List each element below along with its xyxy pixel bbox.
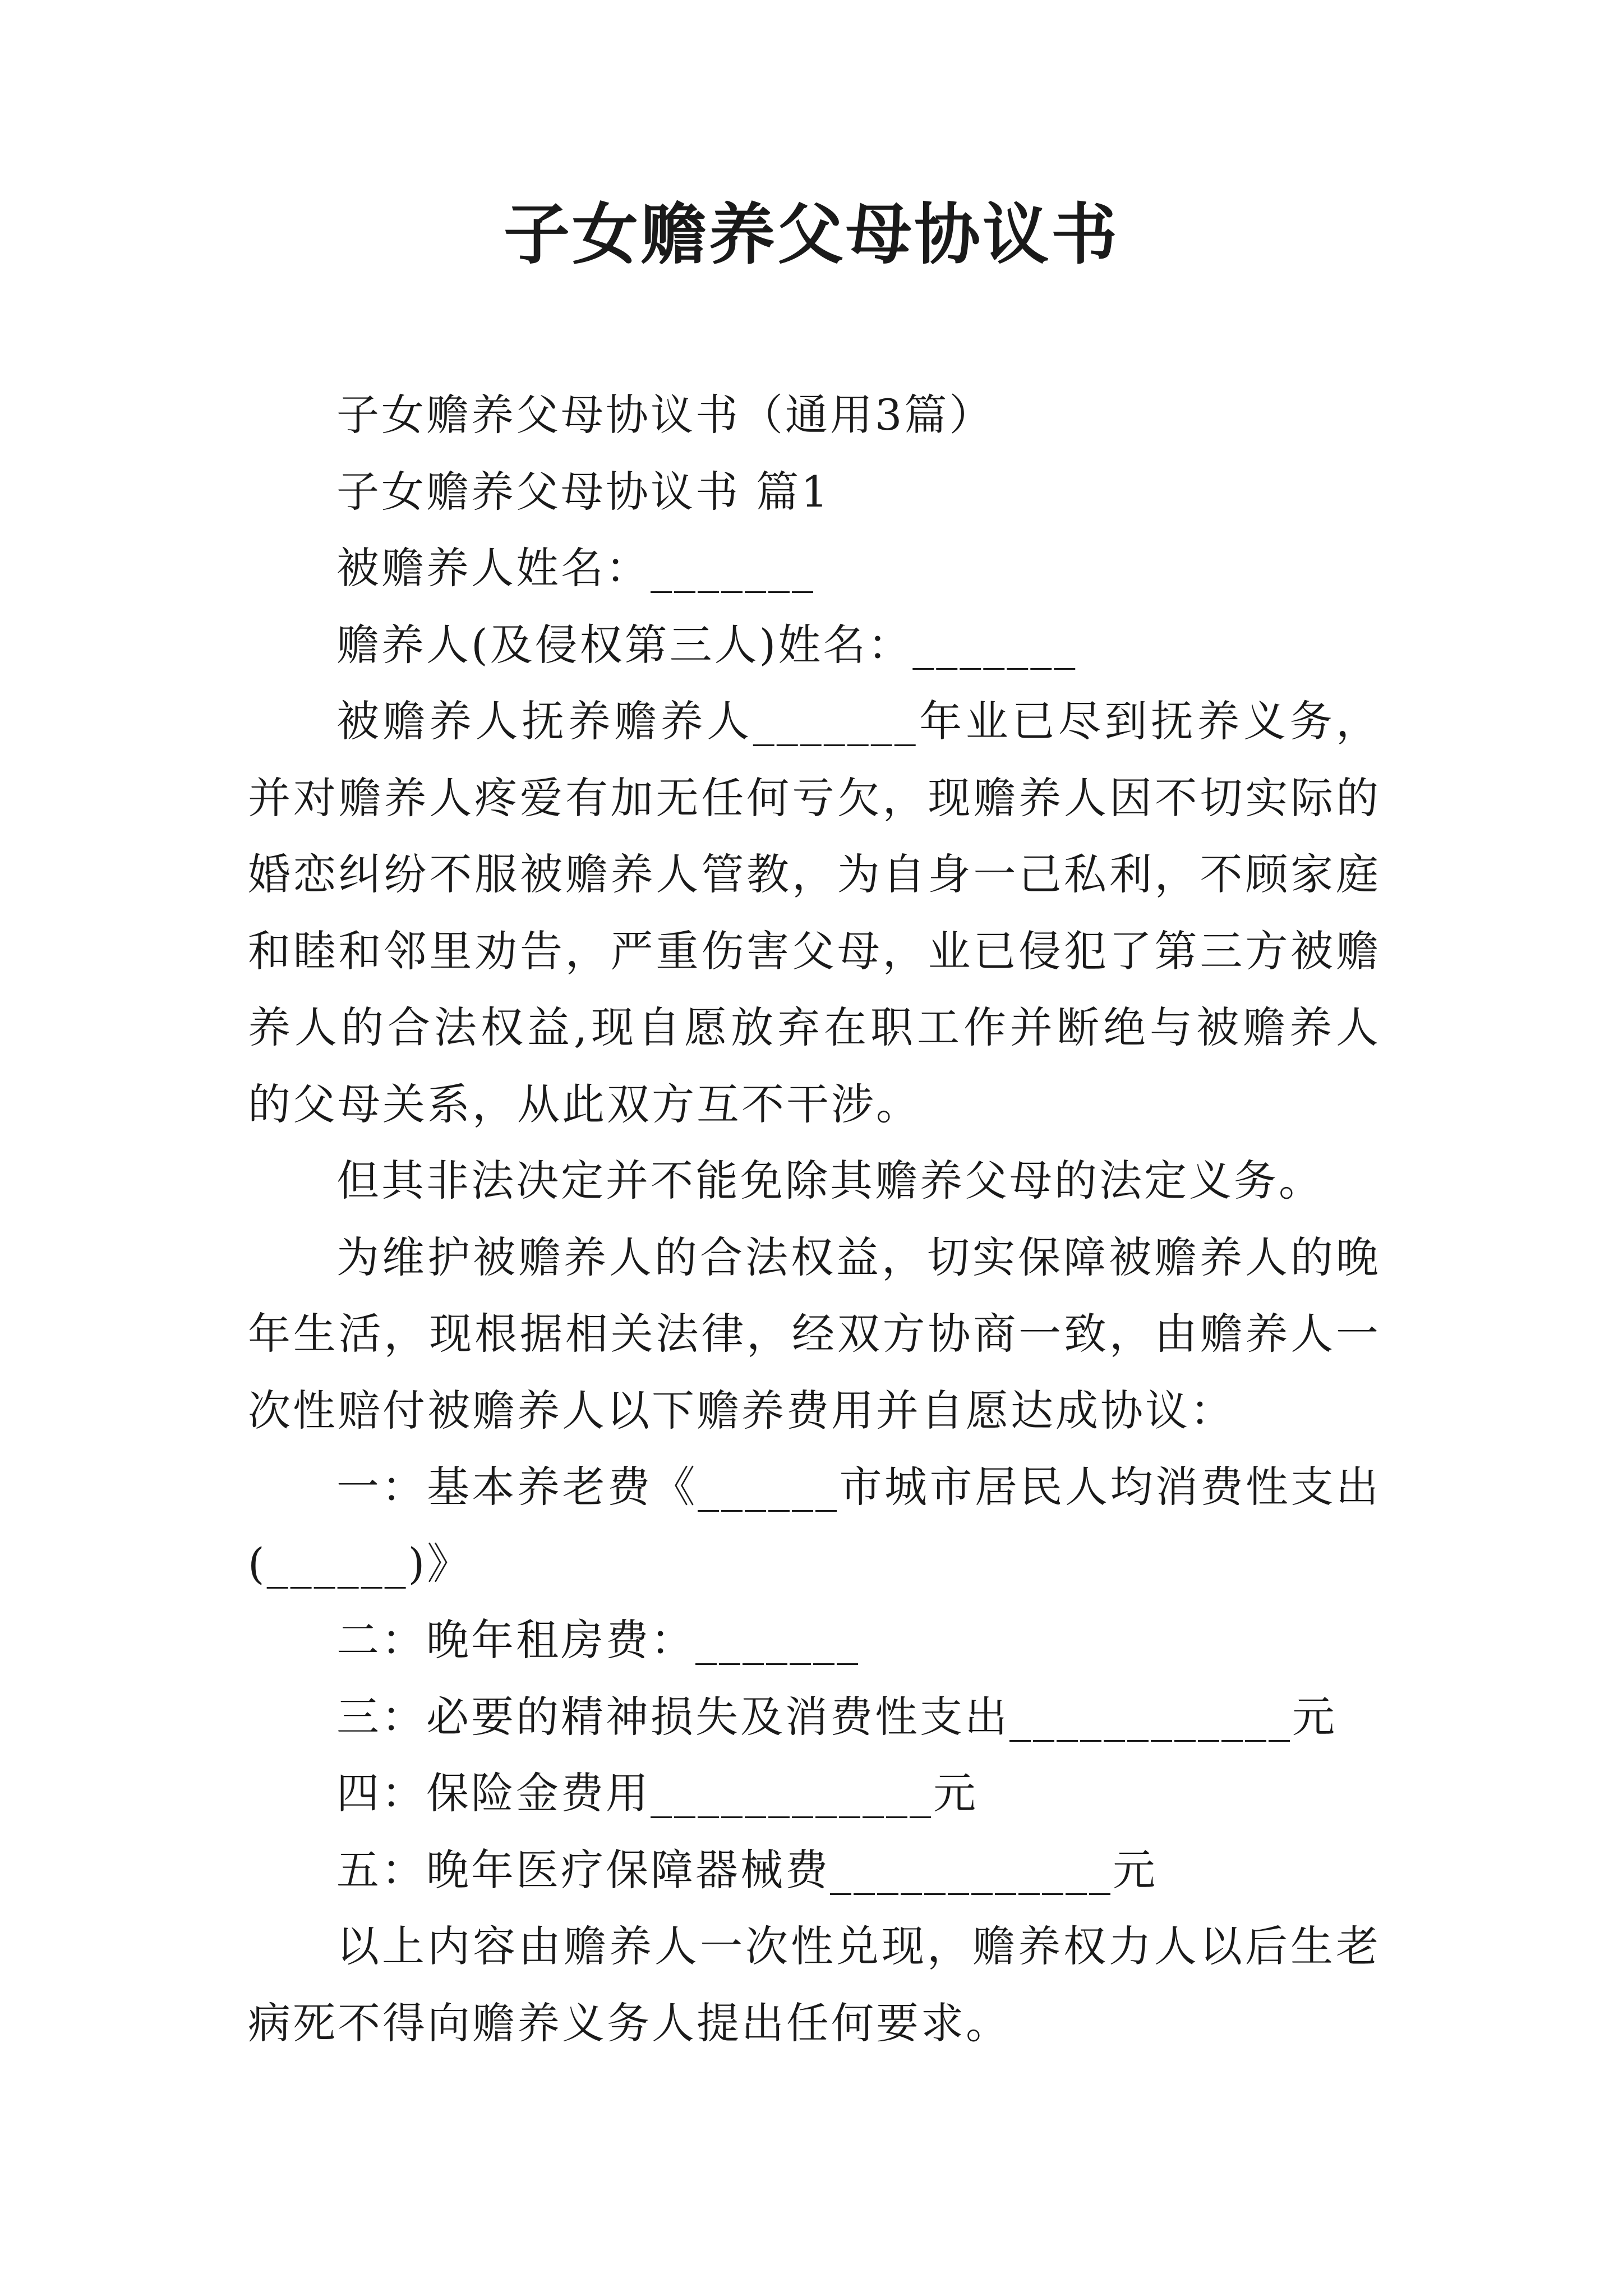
clause-rent: 二：晚年租房费：_______ xyxy=(336,1615,860,1665)
document-title: 子女赡养父母协议书 xyxy=(503,195,1119,273)
clause-basic-pension: 一：基本养老费《______市城市居民人均消费性支出(______)》 xyxy=(248,1462,1381,1589)
supported-person-name-field: 被赡养人姓名：_______ xyxy=(336,543,815,593)
document-subtitle: 子女赡养父母协议书（通用3篇） xyxy=(336,390,994,440)
clause-medical-equipment: 五：晚年医疗保障器械费____________元 xyxy=(336,1844,1158,1895)
supporter-name-field: 赡养人(及侵权第三人)姓名：_______ xyxy=(336,619,1078,670)
agreement-intro-paragraph: 为维护被赡养人的合法权益，切实保障被赡养人的晚年生活，现根据相关法律，经双方协商一致，由赡养人一次性赔付被赡养人以下赡养费用并自愿达成协议： xyxy=(248,1232,1381,1435)
clause-mental-damages: 三：必要的精神损失及消费性支出____________元 xyxy=(336,1691,1337,1742)
clause-insurance: 四：保险金费用____________元 xyxy=(336,1768,978,1818)
closing-paragraph: 以上内容由赡养人一次性兑现，赡养权力人以后生老病死不得向赡养义务人提出任何要求。 xyxy=(248,1921,1381,2048)
section-heading: 子女赡养父母协议书 篇1 xyxy=(336,466,831,517)
obligation-paragraph: 但其非法决定并不能免除其赡养父母的法定义务。 xyxy=(336,1156,1324,1205)
document-body xyxy=(248,377,1381,2062)
background-paragraph: 被赡养人抚养赡养人_______年业已尽到抚养义务，并对赡养人疼爱有加无任何亏欠，现赡养人因不切实际的婚恋纠纷不服被赡养人管教，为自身一己私利，不顾家庭和睦和邻里劝告，严重伤害父母，业已侵犯了第三方被赡养人的合法权益,现自愿放弃在职工作并断绝与被赡养人的父母关系，从此双方互不干涉。 xyxy=(248,696,1381,1129)
